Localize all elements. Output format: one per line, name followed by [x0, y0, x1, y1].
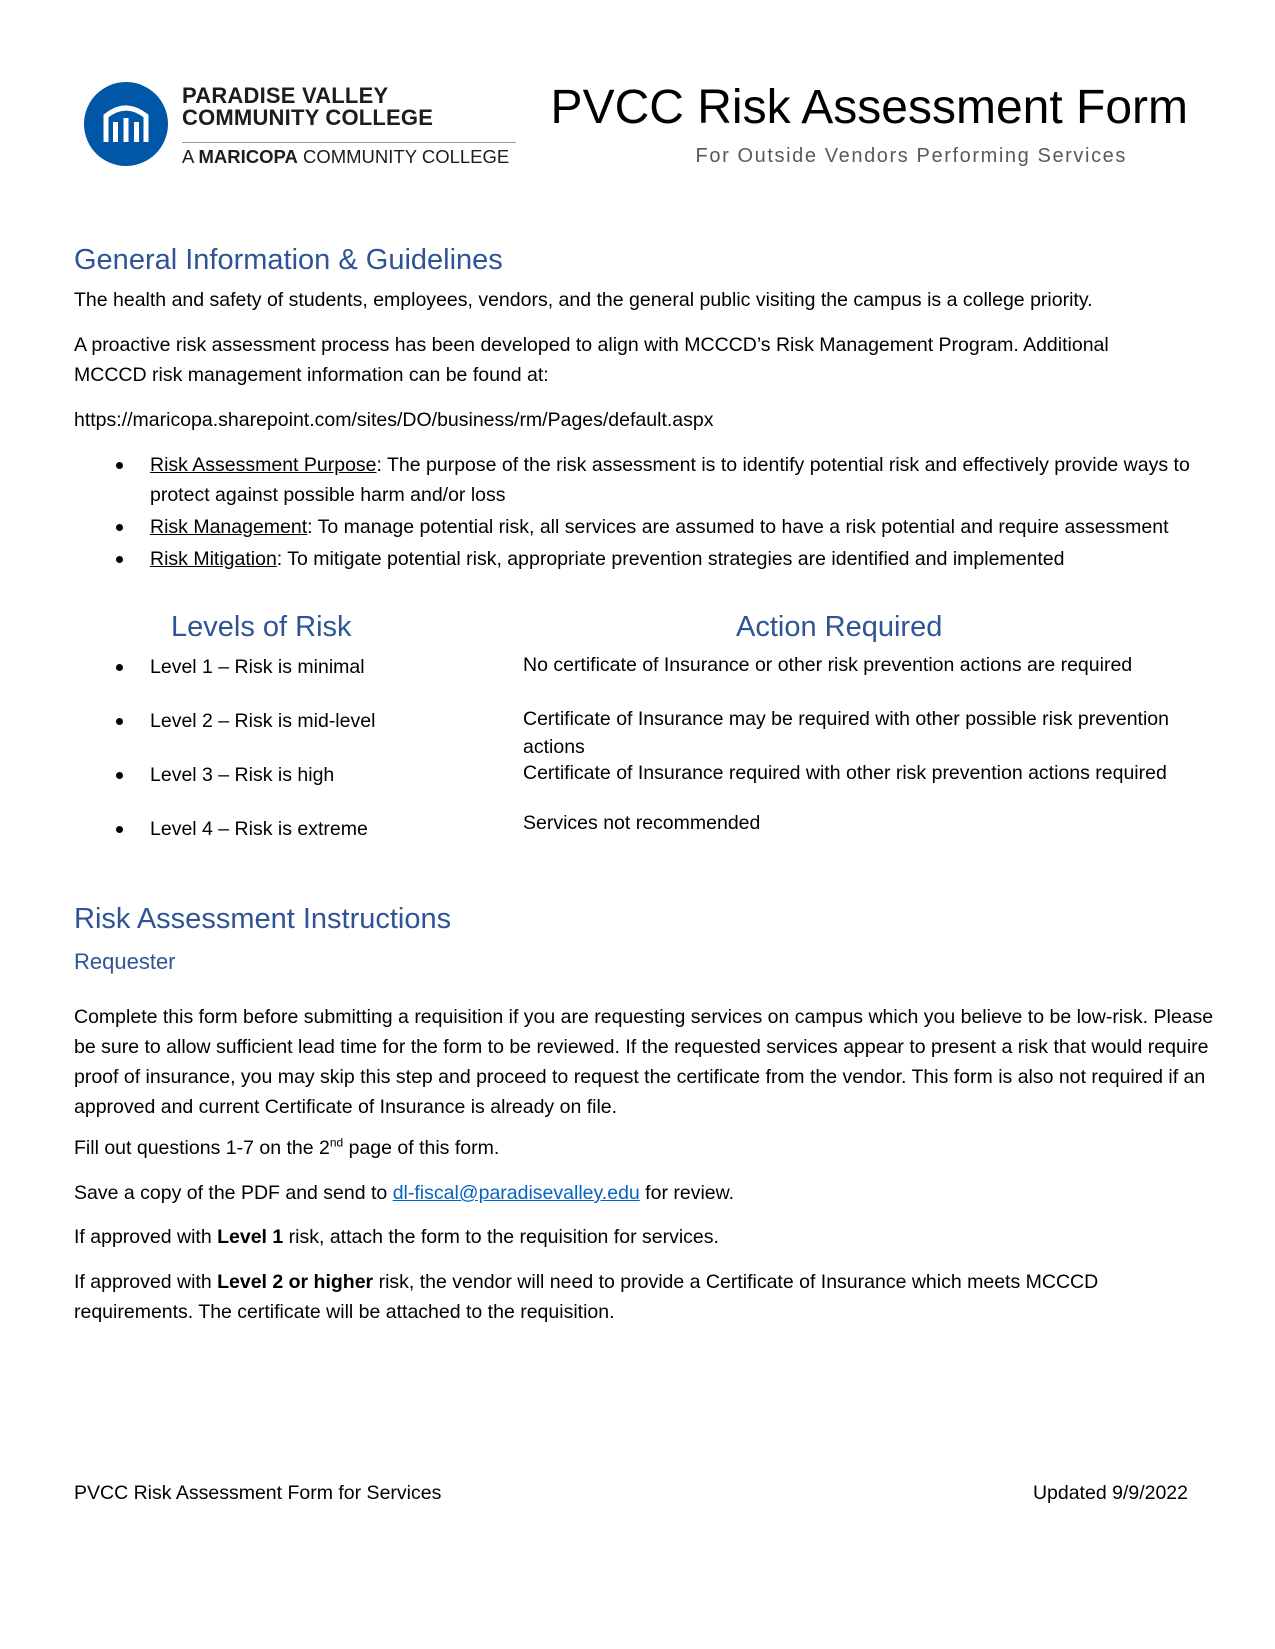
risk-level: Level 3 – Risk is high [112, 761, 334, 789]
logo-text-line2: COMMUNITY COLLEGE [182, 105, 434, 130]
list-item: Risk Mitigation: To mitigate potential risk, appropriate prevention strategies are identified and implemented [112, 544, 1202, 574]
requester-subheading: Requester [74, 949, 176, 974]
list-item: Risk Assessment Purpose: The purpose of the risk assessment is to identify potential risk and effectively provide ways to protect against possible harm and/or loss [112, 450, 1202, 510]
risk-action: Certificate of Insurance required with other risk prevention actions required [523, 762, 1167, 784]
college-building-icon [84, 82, 168, 166]
action-required-heading: Action Required [736, 611, 943, 643]
general-heading: General Information & Guidelines [74, 244, 503, 276]
risk-level: Level 4 – Risk is extreme [112, 815, 368, 843]
instructions-paragraph-3: Save a copy of the PDF and send to dl-fiscal@paradisevalley.edu for review. [74, 1182, 735, 1204]
guidelines-list [112, 450, 1202, 576]
college-logo-emblem [84, 82, 168, 166]
page-title: PVCC Risk Assessment Form [550, 81, 1188, 134]
logo-text-line3 [182, 146, 509, 168]
footer-right: Updated 9/9/2022 [1032, 1482, 1188, 1504]
logo-line3-bold: MARICOPA [198, 146, 298, 167]
risk-action: Services not recommended [523, 812, 761, 834]
page-subtitle: For Outside Vendors Performing Services [695, 145, 1127, 167]
levels-of-risk-heading: Levels of Risk [171, 611, 352, 643]
instructions-heading: Risk Assessment Instructions [74, 903, 452, 935]
list-item: Risk Management: To manage potential risk, all services are assumed to have a risk potential and require assessment [112, 512, 1202, 542]
logo-line3-prefix: A [182, 146, 194, 167]
risk-action: Certificate of Insurance may be required with other possible risk prevention actions [523, 708, 1169, 758]
instructions-paragraph-5: If approved with Level 2 or higher risk, the vendor will need to provide a Certificate of Insurance which meets MCCCD requirements. The certificate will be attached to the requisition. [74, 1271, 1099, 1323]
risk-level: Level 1 – Risk is minimal [112, 653, 365, 681]
instructions-paragraph-1: Complete this form before submitting a requisition if you are requesting services on campus which you believe to be low-risk. Please be sure to allow sufficient lead time for the form to be reviewed. If the requested services appear to present a risk that would require proof of insurance, you may skip this step and proceed to request the certificate from the vendor. This form is also not required if an approved and current Certificate of Insurance is already on file. [74, 1006, 1214, 1118]
logo-text-line1: PARADISE VALLEY [182, 83, 389, 108]
logo-line3-suffix: COMMUNITY COLLEGE [302, 146, 510, 167]
footer-left: PVCC Risk Assessment Form for Services [74, 1482, 442, 1504]
logo-divider [182, 142, 516, 143]
risk-level: Level 2 – Risk is mid-level [112, 707, 375, 735]
risk-management-url: https://maricopa.sharepoint.com/sites/DO/business/rm/Pages/default.aspx [74, 409, 714, 431]
general-paragraph-1: The health and safety of students, employees, vendors, and the general public visiting the campus is a college priority. [74, 289, 1093, 311]
fiscal-email-link[interactable]: dl-fiscal@paradisevalley.edu [392, 1182, 640, 1204]
instructions-paragraph-4: If approved with Level 1 risk, attach the form to the requisition for services. [74, 1226, 719, 1248]
risk-action: No certificate of Insurance or other risk prevention actions are required [523, 654, 1133, 676]
instructions-paragraph-2: Fill out questions 1-7 on the 2nd page of this form. [74, 1135, 500, 1159]
general-paragraph-2: A proactive risk assessment process has been developed to align with MCCCD’s Risk Management Program. Additional MCCCD risk management information can be found at: [74, 334, 1109, 386]
